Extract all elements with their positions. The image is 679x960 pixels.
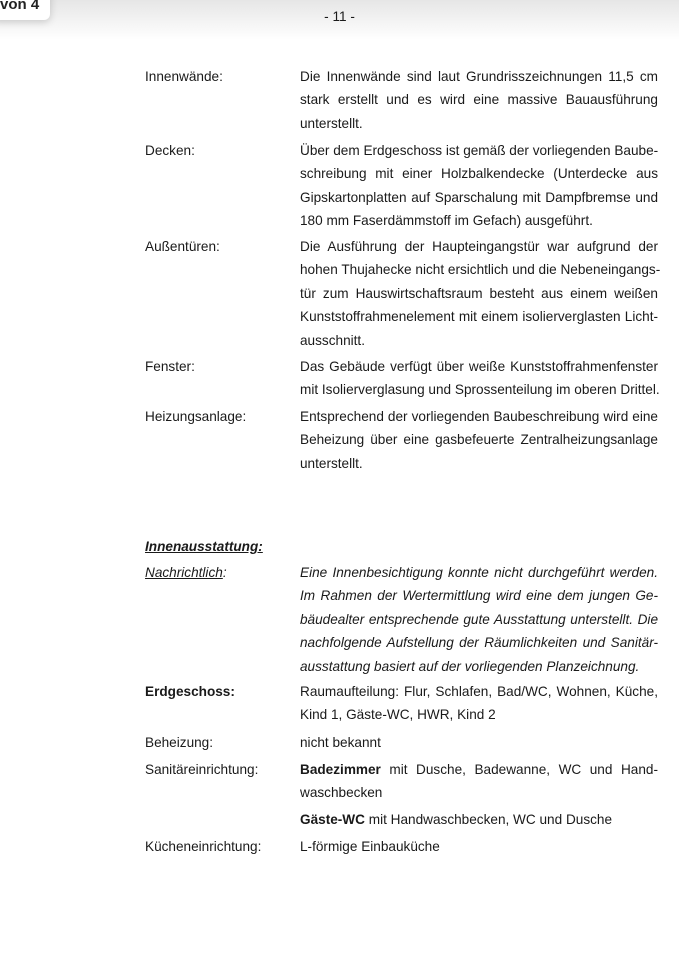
row-text xyxy=(300,141,658,235)
text-line: Beheizung über eine gasbefeuerte Zentralheizungsanlage xyxy=(300,432,658,448)
text-line: unterstellt. xyxy=(300,455,363,471)
kitchen-label: Kücheneinrichtung: xyxy=(145,839,262,854)
kitchen-value: L-förmige Einbauküche xyxy=(300,839,440,854)
sanitary-guest-wc: Gäste-WC mit Handwaschbecken, WC und Dusche xyxy=(300,812,613,827)
note-text: Eine Innenbesichtigung konnte nicht durchgeführt werden. Im Rahmen der Wertermittlung wird eine dem jungen Ge- bäudealter entsprechende gute Ausstattung unterstellt. Die nachfolgende Aufstellung der Räumlichkeiten und Sanitär- ausstattung basiert auf der vorliegenden Planzeichnung. xyxy=(300,565,658,674)
text-line: tür zum Hauswirtschaftsraum besteht aus einem weißen xyxy=(300,285,658,301)
text-line: unterstellt. xyxy=(300,115,363,131)
row-label: Decken: xyxy=(145,143,195,158)
sanitary-bath: Badezimmer mit Dusche, Badewanne, WC und Hand- waschbecken xyxy=(300,762,658,801)
text-line: mit Isolierverglasung und Sprossenteilung im oberen Drittel. xyxy=(300,382,660,398)
row-text xyxy=(300,237,661,354)
text-line: schreibung mit einer Holzbalkendecke (Unterdecke aus xyxy=(300,166,658,182)
note-label: Nachrichtlich: xyxy=(145,565,227,580)
sanitary-label: Sanitäreinrichtung: xyxy=(145,762,259,777)
text-line: Über dem Erdgeschoss ist gemäß der vorliegenden Baube- xyxy=(300,143,659,158)
row-label: Fenster: xyxy=(145,359,195,374)
row-text xyxy=(300,407,658,477)
text-line: Entsprechend der vorliegenden Baubeschreibung wird eine xyxy=(300,409,658,424)
text-line: Die Innenwände sind laut Grundrisszeichnungen 11,5 cm xyxy=(300,69,658,84)
row-label: Außentüren: xyxy=(145,239,220,254)
page-count-badge: von 4 xyxy=(0,0,50,20)
page-number: - 11 - xyxy=(324,9,355,24)
text-line: ausschnitt. xyxy=(300,332,365,348)
text-line: Gipskartonplatten auf Sparschalung mit Dampfbremse und xyxy=(300,189,658,205)
row-label: Innenwände: xyxy=(145,69,223,84)
row-text xyxy=(300,67,658,137)
row-label: Heizungsanlage: xyxy=(145,409,247,424)
heating-label: Beheizung: xyxy=(145,735,214,750)
text-line: stark erstellt und es wird eine massive Bauausführung xyxy=(300,92,658,108)
section-heading: Innenausstattung: xyxy=(145,539,263,554)
text-line: Die Ausführung der Haupteingangstür war aufgrund der xyxy=(300,239,658,254)
floor-rooms: Raumaufteilung: Flur, Schlafen, Bad/WC, Wohnen, Küche, Kind 1, Gäste-WC, HWR, Kind 2 xyxy=(300,684,658,723)
text-line: Das Gebäude verfügt über weiße Kunststoffrahmenfenster xyxy=(300,359,658,374)
text-line: hohen Thujahecke nicht ersichtlich und die Nebeneingangs- xyxy=(300,262,661,278)
row-text xyxy=(300,357,658,404)
text-line: Kunststoffrahmenelement mit einem isolierverglasten Licht- xyxy=(300,309,658,325)
text-line: 180 mm Faserdämmstoff im Gefach) ausgeführt. xyxy=(300,213,593,229)
heating-value: nicht bekannt xyxy=(300,735,381,750)
floor-label: Erdgeschoss: xyxy=(145,684,235,699)
